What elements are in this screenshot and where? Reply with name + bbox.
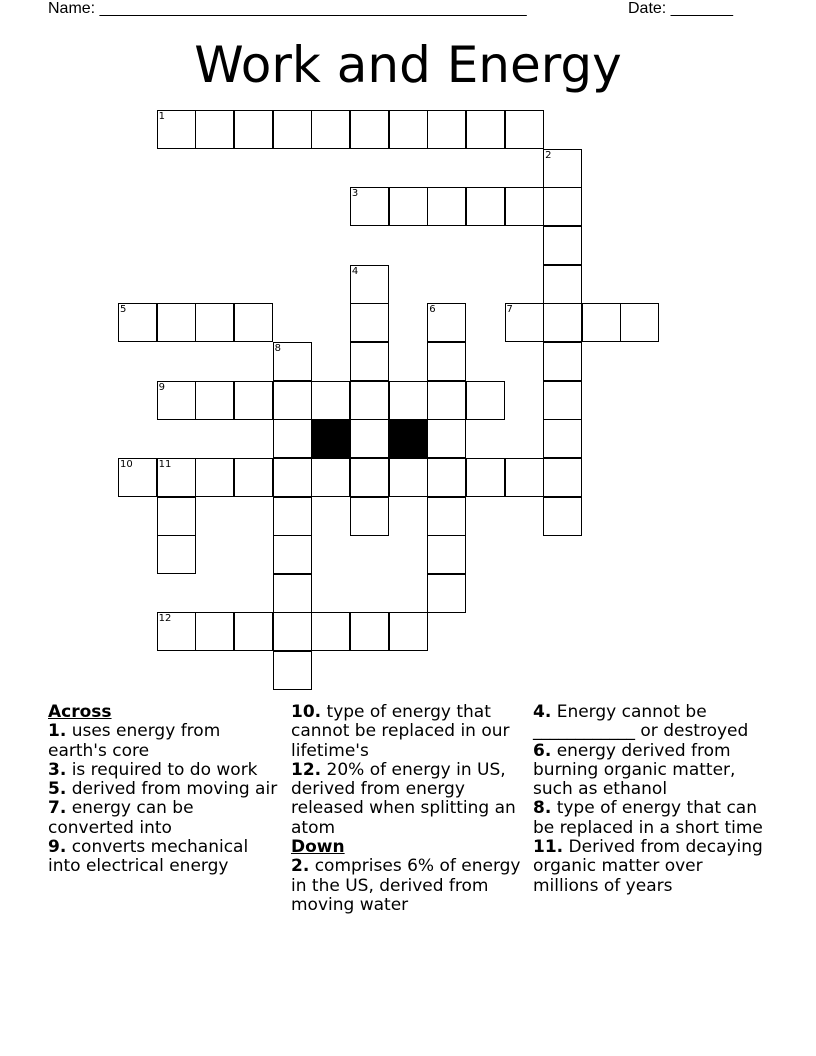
crossword-cell[interactable]	[427, 419, 466, 458]
crossword-cell[interactable]	[157, 381, 196, 420]
crossword-cell[interactable]	[273, 535, 312, 574]
clue-across-9: 9. converts mechanical into electrical energy	[48, 837, 249, 877]
crossword-cell[interactable]	[350, 419, 389, 458]
crossword-cell[interactable]	[273, 574, 312, 613]
crossword-cell[interactable]	[195, 110, 234, 149]
crossword-cell[interactable]	[466, 187, 505, 226]
crossword-cell[interactable]	[273, 381, 312, 420]
crossword-cell[interactable]	[543, 187, 582, 226]
crossword-cell[interactable]	[389, 381, 428, 420]
crossword-cell[interactable]	[311, 381, 350, 420]
crossword-cell[interactable]	[311, 458, 350, 497]
crossword-cell[interactable]	[350, 303, 389, 342]
crossword-cell[interactable]	[273, 458, 312, 497]
cell-number: 2	[545, 149, 552, 161]
crossword-cell[interactable]	[157, 110, 196, 149]
crossword-cell[interactable]	[543, 149, 582, 188]
crossword-cell[interactable]	[195, 303, 234, 342]
cell-number: 10	[120, 458, 133, 470]
crossword-cell[interactable]	[157, 303, 196, 342]
crossword-cell[interactable]	[427, 110, 466, 149]
crossword-cell[interactable]	[505, 458, 544, 497]
clue-across-5: 5. derived from moving air	[48, 779, 278, 800]
clue-down-8: 8. type of energy that can be replaced in a short time	[533, 798, 763, 838]
crossword-cell[interactable]	[505, 303, 544, 342]
down-heading: Down	[291, 837, 345, 858]
page-title: Work and Energy	[194, 36, 622, 94]
cell-number: 1	[158, 111, 166, 122]
crossword-cell[interactable]	[157, 612, 196, 651]
clue-across-3: 3. is required to do work	[48, 759, 258, 780]
crossword-cell[interactable]	[427, 497, 466, 536]
crossword-block	[311, 419, 350, 458]
cell-number: 6	[429, 304, 436, 316]
crossword-cell[interactable]	[157, 535, 196, 574]
cell-number: 7	[506, 304, 513, 316]
crossword-cell[interactable]	[389, 612, 428, 651]
clue-column-2	[291, 703, 523, 915]
crossword-cell[interactable]	[543, 497, 582, 536]
crossword-cell[interactable]	[234, 458, 273, 497]
across-heading: Across	[48, 702, 112, 722]
crossword-cell[interactable]	[273, 497, 312, 536]
crossword-cell[interactable]	[234, 110, 273, 149]
clue-down-4: 4. Energy cannot be ____________ or destroyed	[533, 702, 749, 742]
crossword-cell[interactable]	[350, 458, 389, 497]
crossword-cell[interactable]	[118, 303, 157, 342]
crossword-cell[interactable]	[543, 381, 582, 420]
clue-across-7: 7. energy can be converted into	[48, 798, 194, 838]
crossword-cell[interactable]	[234, 381, 273, 420]
crossword-cell[interactable]	[157, 458, 196, 497]
crossword-cell[interactable]	[543, 342, 582, 381]
crossword-cell[interactable]	[389, 458, 428, 497]
crossword-cell[interactable]	[427, 342, 466, 381]
crossword-cell[interactable]	[350, 265, 389, 304]
crossword-cell[interactable]	[389, 187, 428, 226]
crossword-cell[interactable]	[311, 612, 350, 651]
crossword-cell[interactable]	[466, 458, 505, 497]
crossword-cell[interactable]	[427, 187, 466, 226]
crossword-cell[interactable]	[543, 226, 582, 265]
date-field-label[interactable]: Date: _______	[628, 0, 733, 17]
crossword-cell[interactable]	[195, 458, 234, 497]
crossword-cell[interactable]	[543, 265, 582, 304]
cell-number: 11	[158, 458, 172, 470]
cell-number: 4	[351, 265, 359, 277]
crossword-cell[interactable]	[543, 458, 582, 497]
cell-number: 9	[158, 381, 166, 393]
clue-down-11: 11. Derived from decaying organic matter over millions of years	[533, 837, 763, 896]
crossword-cell[interactable]	[195, 381, 234, 420]
crossword-cell[interactable]	[427, 303, 466, 342]
crossword-block	[389, 419, 428, 458]
crossword-cell[interactable]	[311, 110, 350, 149]
crossword-cell[interactable]	[350, 612, 389, 651]
crossword-cell[interactable]	[543, 419, 582, 458]
crossword-cell[interactable]	[350, 342, 389, 381]
crossword-cell[interactable]	[427, 458, 466, 497]
crossword-cell[interactable]	[273, 342, 312, 381]
clue-column-3	[533, 703, 765, 896]
clue-down-6: 6. energy derived from burning organic matter, such as ethanol	[533, 740, 736, 800]
crossword-cell[interactable]	[273, 612, 312, 651]
crossword-cell[interactable]	[350, 187, 389, 226]
clue-down-2: 2. comprises 6% of energy in the US, derived from moving water	[291, 856, 521, 915]
crossword-cell[interactable]	[157, 497, 196, 536]
clue-across-12: 12. 20% of energy in US, derived from energy released when splitting an atom	[291, 759, 516, 838]
crossword-cell[interactable]	[505, 187, 544, 226]
crossword-cell[interactable]	[273, 651, 312, 690]
crossword-cell[interactable]	[543, 303, 582, 342]
crossword-cell[interactable]	[195, 612, 234, 651]
clue-across-10: 10. type of energy that cannot be replaced in our lifetime's	[291, 702, 510, 761]
crossword-cell[interactable]	[350, 110, 389, 149]
clue-across-1: 1. uses energy from earth's core	[48, 721, 221, 761]
crossword-cell[interactable]	[350, 381, 389, 420]
cell-number: 12	[158, 613, 172, 625]
cell-number: 3	[351, 188, 359, 200]
crossword-cell[interactable]	[466, 381, 505, 420]
crossword-cell[interactable]	[389, 110, 428, 149]
crossword-cell[interactable]	[505, 110, 544, 149]
crossword-cell[interactable]	[118, 458, 157, 497]
clue-column-1	[48, 703, 280, 877]
crossword-cell[interactable]	[273, 110, 312, 149]
crossword-cell[interactable]	[582, 303, 621, 342]
crossword-cell[interactable]	[620, 303, 659, 342]
crossword-cell[interactable]	[427, 535, 466, 574]
cell-number: 5	[120, 304, 127, 316]
crossword-cell[interactable]	[427, 574, 466, 613]
cell-number: 8	[274, 342, 281, 354]
name-field-label[interactable]: Name: ________________________________________________	[48, 0, 527, 17]
crossword-cell[interactable]	[350, 497, 389, 536]
crossword-cell[interactable]	[234, 303, 273, 342]
crossword-cell[interactable]	[427, 381, 466, 420]
crossword-cell[interactable]	[273, 419, 312, 458]
crossword-cell[interactable]	[466, 110, 505, 149]
crossword-cell[interactable]	[234, 612, 273, 651]
